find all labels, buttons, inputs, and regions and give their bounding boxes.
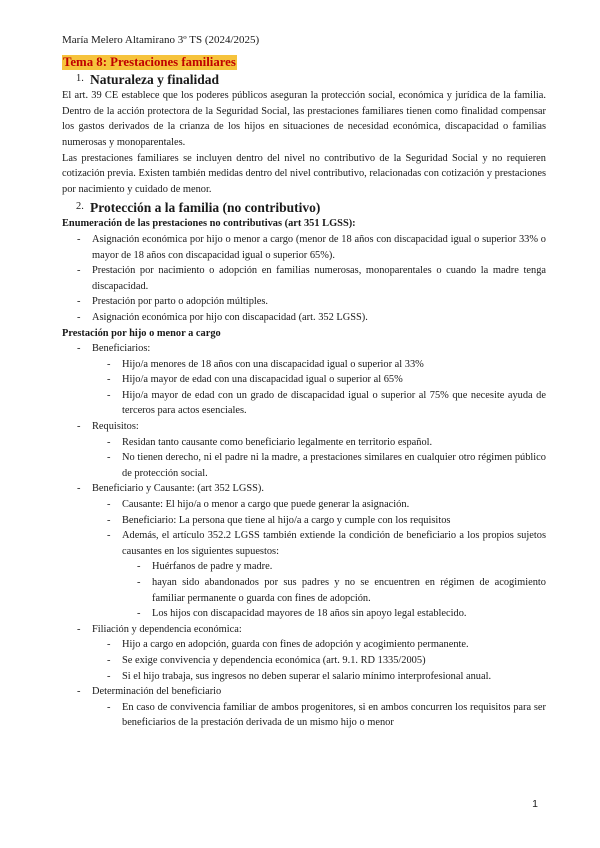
list-item: - Residan tanto causante como beneficiario legalmente en territorio español. xyxy=(92,435,546,451)
section-1-paragraph-2: Las prestaciones familiares se incluyen dentro del nivel no contributivo de la Seguridad Social y no requieren cotización previa. Existen también medidas dentro del nivel contributivo, relacionadas con cotización y prestaciones por nacimiento y cuidado de menor. xyxy=(62,152,546,195)
list-item: - No tienen derecho, ni el padre ni la madre, a prestaciones similares en cualquier otro régimen público de protección social. xyxy=(92,450,546,481)
list-item-beneficiarios xyxy=(62,341,546,419)
list-item-text: Además, el artículo 352.2 LGSS también extiende la condición de beneficiario a los propios sujetos causantes en los siguientes supuestos: xyxy=(122,530,546,557)
list-item: - Se exige convivencia y dependencia económica (art. 9.1. RD 1335/2005) xyxy=(92,653,546,669)
list-item: - Prestación por parto o adopción múltiples. xyxy=(62,294,546,310)
section-1-title: Naturaleza y finalidad xyxy=(90,72,220,88)
list-item: - Hijo/a mayor de edad con una discapacidad igual o superior al 65% xyxy=(92,372,546,388)
list-item-requisitos xyxy=(62,419,546,481)
section-2-number: 2. xyxy=(76,201,84,213)
page-header: María Melero Altamirano 3º TS (2024/2025) xyxy=(62,34,260,46)
list-item: - Hijo a cargo en adopción, guarda con fines de adopción y acogimiento permanente. xyxy=(92,637,546,653)
section-1-number: 1. xyxy=(76,73,84,85)
section-1-paragraph-1: El art. 39 CE establece que los poderes públicos aseguran la protección social, económica y jurídica de la familia. Dentro de la acción protectora de la Seguridad Social, las prestaciones familiares tienen como finalidad compensar los gastos derivados de la crianza de los hijos en situaciones de necesidad económica, discapacidad o familias numerosas y monoparentales. xyxy=(62,90,546,148)
section-2-title: Protección a la familia (no contributivo) xyxy=(90,200,321,216)
nested-list xyxy=(92,497,546,622)
list-item xyxy=(92,528,546,622)
list-item-causante xyxy=(62,481,546,621)
list-item: - Causante: El hijo/a o menor a cargo que puede generar la asignación. xyxy=(92,497,546,513)
list-label: Beneficiario y Causante: (art 352 LGSS). xyxy=(92,483,264,495)
enumeration-title: Enumeración de las prestaciones no contributivas (art 351 LGSS): xyxy=(62,218,356,230)
list-item: - Prestación por nacimiento o adopción en familias numerosas, monoparentales o cuando la madre tenga discapacidad. xyxy=(62,263,546,294)
list-item: - Asignación económica por hijo o menor a cargo (menor de 18 años con discapacidad igual o superior 33% o mayor de 18 años con discapacidad igual o superior 65%). xyxy=(62,232,546,263)
nested-list xyxy=(122,559,546,621)
enumeration-list xyxy=(62,232,546,326)
list-label: Determinación del beneficiario xyxy=(92,686,222,698)
list-label: Beneficiarios: xyxy=(92,343,151,355)
list-item: - Hijo/a menores de 18 años con una discapacidad igual o superior al 33% xyxy=(92,357,546,373)
nested-list xyxy=(92,357,546,419)
page-number: 1 xyxy=(532,798,538,810)
list-label: Requisitos: xyxy=(92,421,139,433)
nested-list xyxy=(92,435,546,482)
list-item: - Hijo/a mayor de edad con un grado de discapacidad igual o superior al 75% que necesite ayuda de terceros para actos esenciales. xyxy=(92,388,546,419)
section-1-heading xyxy=(62,71,546,88)
list-item: - Asignación económica por hijo con discapacidad (art. 352 LGSS). xyxy=(62,310,546,326)
list-item: - Huérfanos de padre y madre. xyxy=(122,559,546,575)
nested-list xyxy=(92,700,546,731)
list-label: Filiación y dependencia económica: xyxy=(92,623,242,635)
benefit-details-list xyxy=(62,341,546,731)
page-title: Tema 8: Prestaciones familiares xyxy=(63,54,236,69)
subsection-title: Prestación por hijo o menor a cargo xyxy=(62,327,221,339)
list-item: - Los hijos con discapacidad mayores de 18 años sin apoyo legal establecido. xyxy=(122,606,546,622)
nested-list xyxy=(92,637,546,684)
list-item: - Beneficiario: La persona que tiene al hijo/a a cargo y cumple con los requisitos xyxy=(92,513,546,529)
list-item-determinacion xyxy=(62,684,546,731)
section-2-heading xyxy=(62,199,546,216)
list-item-filiacion xyxy=(62,622,546,684)
list-item: - En caso de convivencia familiar de ambos progenitores, si en ambos concurren los requisitos para ser beneficiarios de la prestación derivada de un mismo hijo o menor xyxy=(92,700,546,731)
list-item: - Si el hijo trabaja, sus ingresos no deben superar el salario mínimo interprofesional anual. xyxy=(92,669,546,685)
document-page xyxy=(62,33,546,731)
list-item: - hayan sido abandonados por sus padres y no se encuentren en régimen de acogimiento familiar permanente o guarda con fines de adopción. xyxy=(122,575,546,606)
